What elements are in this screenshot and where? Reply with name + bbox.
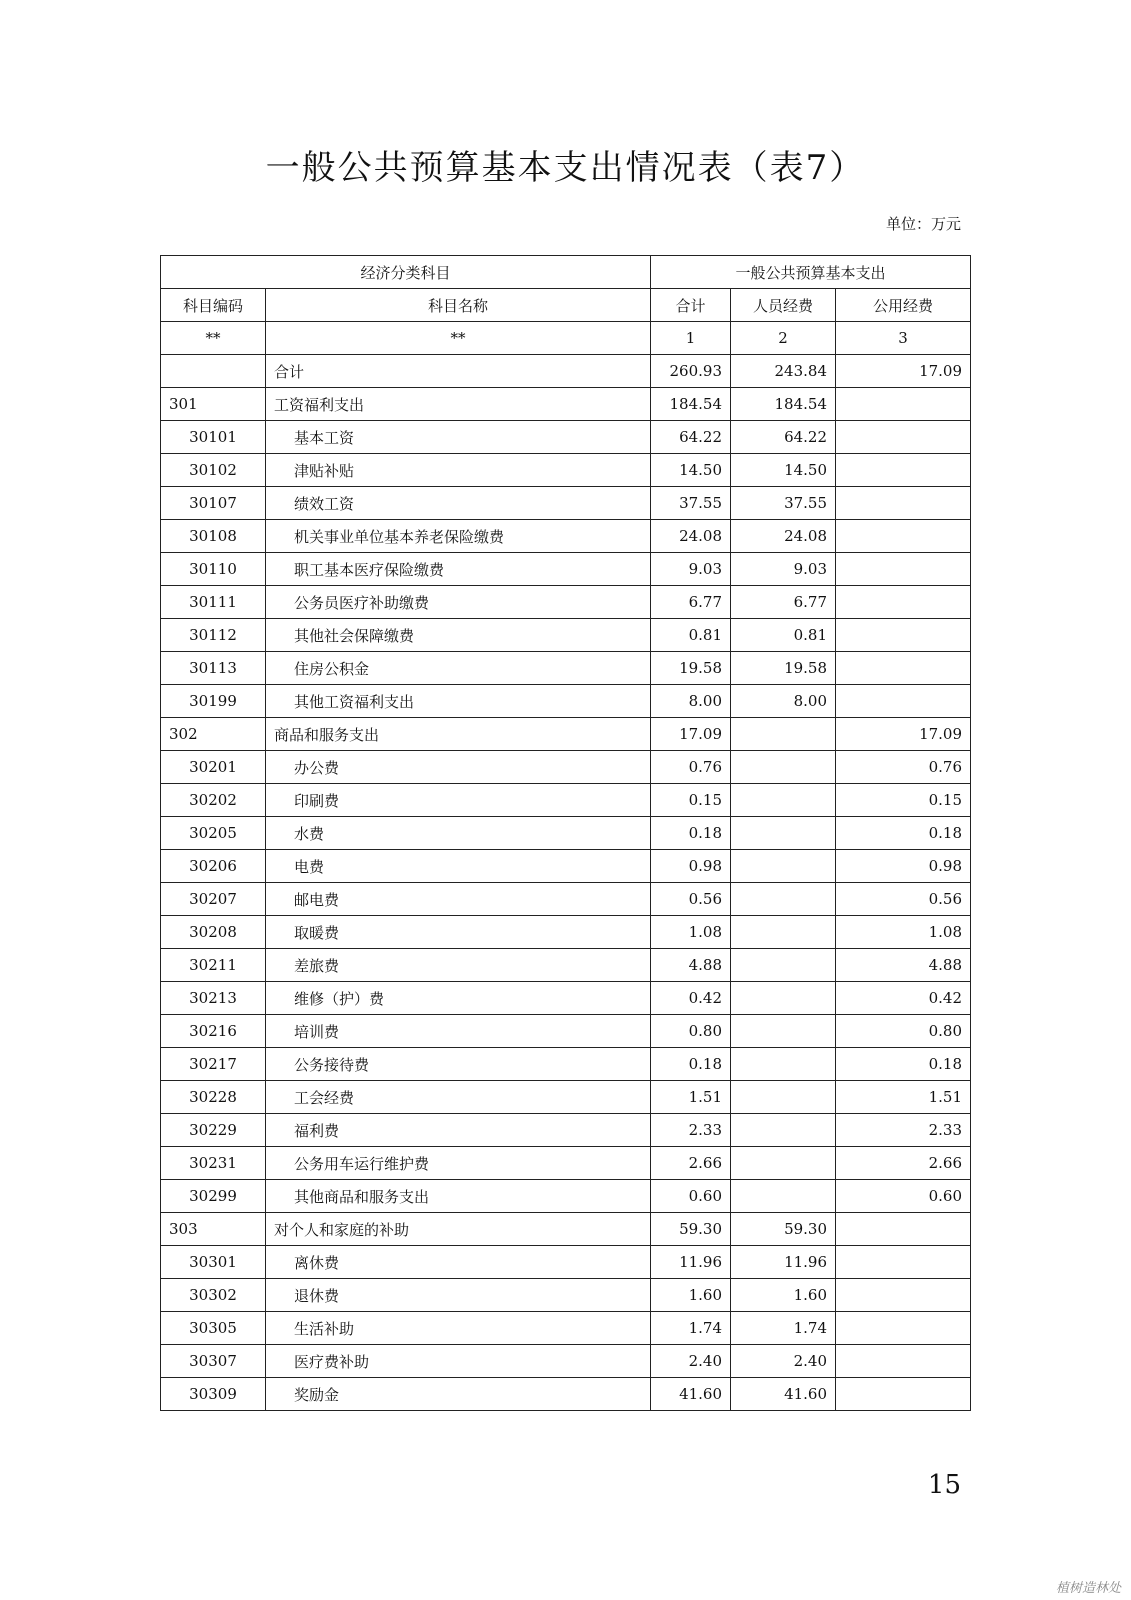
- index-code: **: [161, 322, 266, 355]
- cell-name: 电费: [266, 850, 651, 883]
- cell-code: 30231: [161, 1147, 266, 1180]
- cell-name: 医疗费补助: [266, 1345, 651, 1378]
- cell-total: 0.80: [651, 1015, 731, 1048]
- cell-public: [836, 1246, 971, 1279]
- cell-personnel: [731, 751, 836, 784]
- cell-code: 30211: [161, 949, 266, 982]
- cell-name: 取暖费: [266, 916, 651, 949]
- cell-personnel: [731, 1048, 836, 1081]
- index-name: **: [266, 322, 651, 355]
- table-row: [161, 1246, 971, 1279]
- cell-total: 1.60: [651, 1279, 731, 1312]
- cell-name: 公务员医疗补助缴费: [266, 586, 651, 619]
- cell-total: 11.96: [651, 1246, 731, 1279]
- cell-name: 其他社会保障缴费: [266, 619, 651, 652]
- cell-personnel: 6.77: [731, 586, 836, 619]
- table-row: [161, 619, 971, 652]
- cell-total: 1.74: [651, 1312, 731, 1345]
- index-personnel: 2: [731, 322, 836, 355]
- cell-personnel: [731, 1114, 836, 1147]
- cell-public: 0.56: [836, 883, 971, 916]
- cell-total: 0.42: [651, 982, 731, 1015]
- cell-code: 30217: [161, 1048, 266, 1081]
- cell-personnel: [731, 1147, 836, 1180]
- index-public: 3: [836, 322, 971, 355]
- cell-code: 301: [161, 388, 266, 421]
- cell-total: 14.50: [651, 454, 731, 487]
- cell-total: 24.08: [651, 520, 731, 553]
- cell-total: 0.56: [651, 883, 731, 916]
- cell-personnel: [731, 949, 836, 982]
- cell-code: 30208: [161, 916, 266, 949]
- table-row: [161, 388, 971, 421]
- cell-name: 生活补助: [266, 1312, 651, 1345]
- table-row: [161, 751, 971, 784]
- index-total: 1: [651, 322, 731, 355]
- cell-total: 6.77: [651, 586, 731, 619]
- cell-personnel: 0.81: [731, 619, 836, 652]
- cell-total: 19.58: [651, 652, 731, 685]
- cell-code: 30307: [161, 1345, 266, 1378]
- cell-public: 4.88: [836, 949, 971, 982]
- cell-name: 津贴补贴: [266, 454, 651, 487]
- cell-code: 30101: [161, 421, 266, 454]
- table-row: [161, 454, 971, 487]
- cell-personnel: [731, 784, 836, 817]
- cell-code: 30213: [161, 982, 266, 1015]
- cell-code: 30309: [161, 1378, 266, 1411]
- cell-code: [161, 355, 266, 388]
- cell-total: 9.03: [651, 553, 731, 586]
- cell-code: 30107: [161, 487, 266, 520]
- watermark: 植树造林处: [1055, 1581, 1121, 1596]
- cell-code: 30199: [161, 685, 266, 718]
- table-row: [161, 1015, 971, 1048]
- table-row: [161, 850, 971, 883]
- cell-public: [836, 1378, 971, 1411]
- cell-public: [836, 1312, 971, 1345]
- cell-code: 30206: [161, 850, 266, 883]
- table-row: [161, 520, 971, 553]
- cell-public: 0.80: [836, 1015, 971, 1048]
- unit-label: 单位：万元: [885, 215, 961, 233]
- cell-personnel: 1.60: [731, 1279, 836, 1312]
- cell-code: 30113: [161, 652, 266, 685]
- cell-public: 0.18: [836, 817, 971, 850]
- table-row: [161, 1312, 971, 1345]
- table-row: [161, 652, 971, 685]
- cell-total: 59.30: [651, 1213, 731, 1246]
- cell-total: 0.60: [651, 1180, 731, 1213]
- table-row: [161, 949, 971, 982]
- cell-name: 工资福利支出: [266, 388, 651, 421]
- table-row: [161, 817, 971, 850]
- cell-name: 公务用车运行维护费: [266, 1147, 651, 1180]
- cell-code: 30229: [161, 1114, 266, 1147]
- cell-total: 184.54: [651, 388, 731, 421]
- cell-personnel: 11.96: [731, 1246, 836, 1279]
- cell-personnel: [731, 718, 836, 751]
- cell-code: 30207: [161, 883, 266, 916]
- table-row: [161, 1279, 971, 1312]
- cell-name: 其他商品和服务支出: [266, 1180, 651, 1213]
- cell-personnel: 19.58: [731, 652, 836, 685]
- table-row: [161, 718, 971, 751]
- cell-public: [836, 685, 971, 718]
- header-code: 科目编码: [161, 289, 266, 322]
- cell-total: 0.98: [651, 850, 731, 883]
- cell-name: 合计: [266, 355, 651, 388]
- cell-public: [836, 652, 971, 685]
- cell-name: 职工基本医疗保险缴费: [266, 553, 651, 586]
- cell-total: 2.66: [651, 1147, 731, 1180]
- cell-code: 30111: [161, 586, 266, 619]
- cell-name: 差旅费: [266, 949, 651, 982]
- cell-name: 邮电费: [266, 883, 651, 916]
- cell-code: 30102: [161, 454, 266, 487]
- cell-personnel: [731, 850, 836, 883]
- header-name: 科目名称: [266, 289, 651, 322]
- cell-name: 离休费: [266, 1246, 651, 1279]
- cell-total: 41.60: [651, 1378, 731, 1411]
- cell-total: 0.18: [651, 817, 731, 850]
- table-row: [161, 421, 971, 454]
- cell-total: 1.08: [651, 916, 731, 949]
- cell-code: 30305: [161, 1312, 266, 1345]
- cell-public: [836, 1279, 971, 1312]
- cell-total: 0.81: [651, 619, 731, 652]
- cell-total: 260.93: [651, 355, 731, 388]
- cell-code: 30228: [161, 1081, 266, 1114]
- cell-public: 17.09: [836, 718, 971, 751]
- cell-name: 福利费: [266, 1114, 651, 1147]
- table-row: [161, 1378, 971, 1411]
- cell-personnel: 8.00: [731, 685, 836, 718]
- cell-personnel: [731, 817, 836, 850]
- cell-name: 对个人和家庭的补助: [266, 1213, 651, 1246]
- cell-public: 0.98: [836, 850, 971, 883]
- table-row: [161, 883, 971, 916]
- table-row: [161, 487, 971, 520]
- cell-personnel: [731, 1015, 836, 1048]
- cell-code: 30205: [161, 817, 266, 850]
- cell-public: [836, 1213, 971, 1246]
- cell-code: 30216: [161, 1015, 266, 1048]
- page-number: 15: [927, 1470, 961, 1500]
- cell-code: 302: [161, 718, 266, 751]
- header-index-row: [161, 322, 971, 355]
- cell-personnel: 64.22: [731, 421, 836, 454]
- cell-public: [836, 619, 971, 652]
- header-economic-category: 经济分类科目: [161, 256, 651, 289]
- cell-public: [836, 520, 971, 553]
- cell-personnel: 24.08: [731, 520, 836, 553]
- header-column-row: [161, 289, 971, 322]
- cell-total: 0.76: [651, 751, 731, 784]
- table-body: [161, 355, 971, 1411]
- header-public: 公用经费: [836, 289, 971, 322]
- cell-public: [836, 553, 971, 586]
- cell-code: 30301: [161, 1246, 266, 1279]
- cell-public: 1.08: [836, 916, 971, 949]
- cell-name: 绩效工资: [266, 487, 651, 520]
- table-row: [161, 1081, 971, 1114]
- cell-total: 17.09: [651, 718, 731, 751]
- header-group-row: [161, 256, 971, 289]
- cell-name: 培训费: [266, 1015, 651, 1048]
- cell-public: 0.18: [836, 1048, 971, 1081]
- cell-name: 机关事业单位基本养老保险缴费: [266, 520, 651, 553]
- table-row: [161, 916, 971, 949]
- header-total: 合计: [651, 289, 731, 322]
- cell-name: 基本工资: [266, 421, 651, 454]
- header-basic-expenditure: 一般公共预算基本支出: [651, 256, 971, 289]
- table-row: [161, 685, 971, 718]
- cell-name: 其他工资福利支出: [266, 685, 651, 718]
- cell-personnel: [731, 883, 836, 916]
- cell-name: 水费: [266, 817, 651, 850]
- cell-public: [836, 487, 971, 520]
- table-row: [161, 1114, 971, 1147]
- table-row: [161, 355, 971, 388]
- cell-personnel: [731, 916, 836, 949]
- cell-personnel: 41.60: [731, 1378, 836, 1411]
- cell-public: 2.33: [836, 1114, 971, 1147]
- table-row: [161, 982, 971, 1015]
- table-row: [161, 1180, 971, 1213]
- cell-total: 2.33: [651, 1114, 731, 1147]
- cell-public: 0.42: [836, 982, 971, 1015]
- cell-code: 30112: [161, 619, 266, 652]
- cell-personnel: 59.30: [731, 1213, 836, 1246]
- cell-total: 0.15: [651, 784, 731, 817]
- cell-name: 商品和服务支出: [266, 718, 651, 751]
- cell-public: 2.66: [836, 1147, 971, 1180]
- cell-personnel: [731, 1081, 836, 1114]
- cell-total: 1.51: [651, 1081, 731, 1114]
- cell-total: 4.88: [651, 949, 731, 982]
- cell-code: 30201: [161, 751, 266, 784]
- cell-name: 印刷费: [266, 784, 651, 817]
- cell-personnel: 1.74: [731, 1312, 836, 1345]
- cell-personnel: 243.84: [731, 355, 836, 388]
- cell-personnel: 9.03: [731, 553, 836, 586]
- table-row: [161, 586, 971, 619]
- cell-total: 37.55: [651, 487, 731, 520]
- cell-personnel: 2.40: [731, 1345, 836, 1378]
- cell-code: 30302: [161, 1279, 266, 1312]
- cell-total: 64.22: [651, 421, 731, 454]
- cell-name: 住房公积金: [266, 652, 651, 685]
- cell-code: 303: [161, 1213, 266, 1246]
- cell-name: 公务接待费: [266, 1048, 651, 1081]
- table-row: [161, 1345, 971, 1378]
- page-title: 一般公共预算基本支出情况表（表7）: [265, 148, 866, 188]
- cell-name: 工会经费: [266, 1081, 651, 1114]
- cell-public: [836, 1345, 971, 1378]
- cell-public: 1.51: [836, 1081, 971, 1114]
- table-row: [161, 1048, 971, 1081]
- cell-public: 0.15: [836, 784, 971, 817]
- cell-name: 办公费: [266, 751, 651, 784]
- cell-personnel: 184.54: [731, 388, 836, 421]
- table-row: [161, 784, 971, 817]
- cell-name: 奖励金: [266, 1378, 651, 1411]
- cell-code: 30202: [161, 784, 266, 817]
- cell-code: 30299: [161, 1180, 266, 1213]
- budget-table: [160, 255, 971, 1411]
- cell-personnel: 14.50: [731, 454, 836, 487]
- cell-public: [836, 586, 971, 619]
- cell-total: 2.40: [651, 1345, 731, 1378]
- cell-code: 30110: [161, 553, 266, 586]
- cell-personnel: [731, 982, 836, 1015]
- cell-code: 30108: [161, 520, 266, 553]
- cell-public: [836, 388, 971, 421]
- cell-name: 退休费: [266, 1279, 651, 1312]
- cell-public: [836, 421, 971, 454]
- header-personnel: 人员经费: [731, 289, 836, 322]
- cell-public: 17.09: [836, 355, 971, 388]
- cell-personnel: [731, 1180, 836, 1213]
- table-row: [161, 553, 971, 586]
- cell-total: 8.00: [651, 685, 731, 718]
- cell-personnel: 37.55: [731, 487, 836, 520]
- cell-name: 维修（护）费: [266, 982, 651, 1015]
- table-row: [161, 1147, 971, 1180]
- cell-public: 0.76: [836, 751, 971, 784]
- table-row: [161, 1213, 971, 1246]
- cell-public: 0.60: [836, 1180, 971, 1213]
- cell-total: 0.18: [651, 1048, 731, 1081]
- cell-public: [836, 454, 971, 487]
